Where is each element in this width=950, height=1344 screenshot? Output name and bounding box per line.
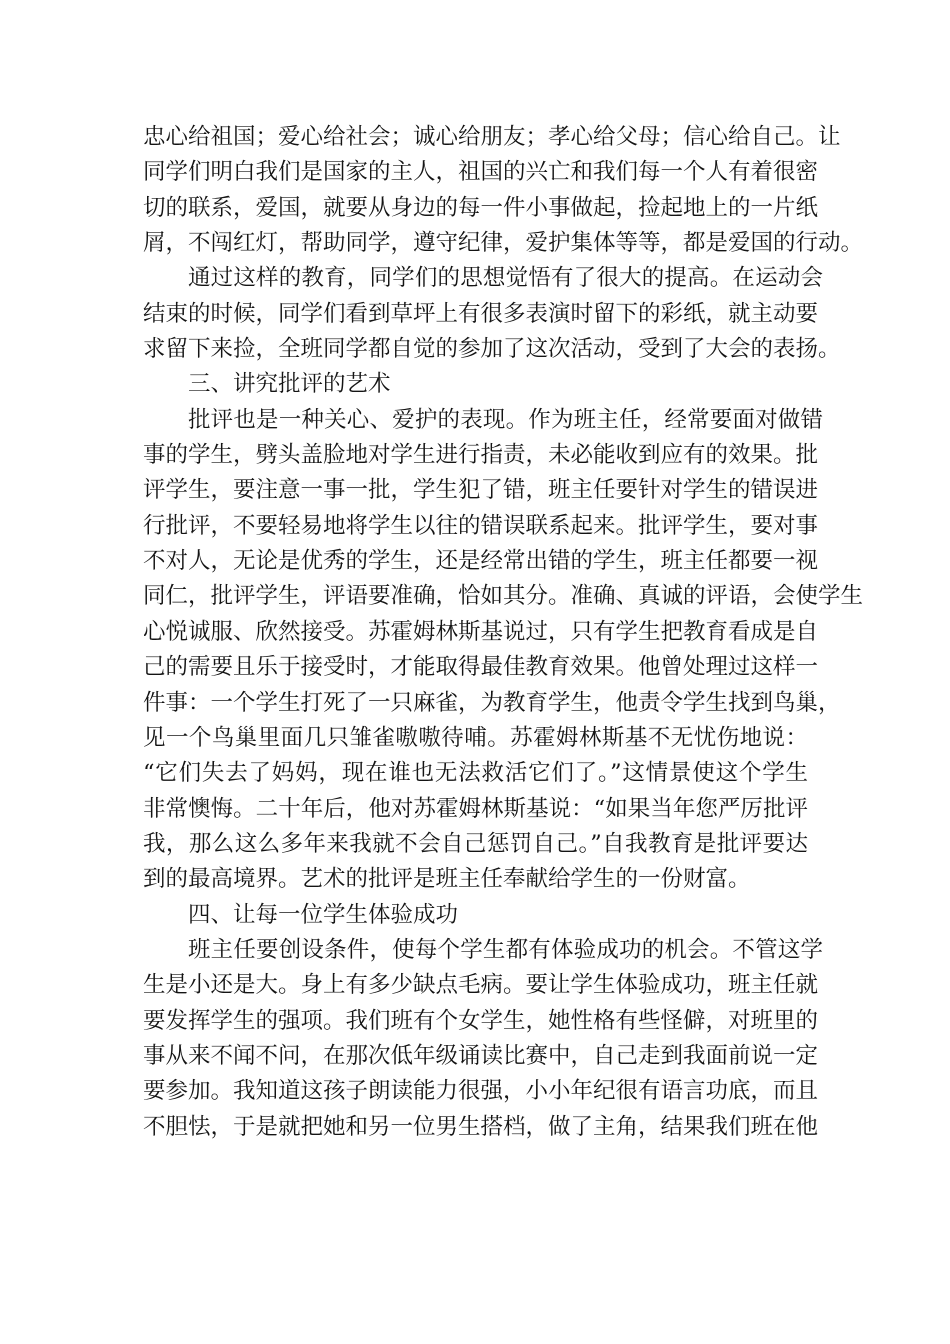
body-text	[143, 120, 864, 1145]
text-line: 不对人，无论是优秀的学生，还是经常出错的学生，班主任都要一视	[143, 548, 819, 575]
text-line: 非常懊悔。二十年后，他对苏霍姆林斯基说：“如果当年您严厉批评	[143, 795, 808, 822]
text-line: 结束的时候，同学们看到草坪上有很多表演时留下的彩纸，就主动要	[143, 300, 819, 327]
text-line: 事从来不闻不问，在那次低年级诵读比赛中，自己走到我面前说一定	[143, 1042, 819, 1069]
text-line: 见一个鸟巢里面几只雏雀嗷嗷待哺。苏霍姆林斯基不无忧伤地说：	[143, 724, 808, 751]
text-line: 己的需要且乐于接受时，才能取得最佳教育效果。他曾处理过这样一	[143, 654, 819, 681]
text-line: 切的联系，爱国，就要从身边的每一件小事做起，捡起地上的一片纸	[143, 194, 819, 221]
text-line: 不胆怯，于是就把她和另一位男生搭档，做了主角，结果我们班在他	[143, 1113, 819, 1140]
text-line: 我，那么这么多年来我就不会自己惩罚自己。”自我教育是批评要达	[143, 830, 808, 857]
text-line: 求留下来捡，全班同学都自觉的参加了这次活动，受到了大会的表扬。	[143, 336, 841, 363]
text-line: 屑，不闯红灯，帮助同学，遵守纪律，爱护集体等等，都是爱国的行动。	[143, 230, 864, 257]
paragraph-start-line: 通过这样的教育，同学们的思想觉悟有了很大的提高。在运动会	[188, 265, 823, 292]
text-line: 同仁，批评学生，评语要准确，恰如其分。准确、真诚的评语，会使学生	[143, 583, 864, 610]
text-line: 评学生，要注意一事一批，学生犯了错，班主任要针对学生的错误进	[143, 477, 819, 504]
section-heading: 三、讲究批评的艺术	[188, 371, 391, 398]
paragraph-start-line: 批评也是一种关心、爱护的表现。作为班主任，经常要面对做错	[188, 406, 823, 433]
paragraph-start-line: 班主任要创设条件，使每个学生都有体验成功的机会。不管这学	[188, 936, 823, 963]
text-line: 要参加。我知道这孩子朗读能力很强，小小年纪很有语言功底，而且	[143, 1078, 819, 1105]
text-line: “它们失去了妈妈，现在谁也无法救活它们了。”这情景使这个学生	[143, 760, 808, 787]
text-line: 忠心给祖国；爱心给社会；诚心给朋友；孝心给父母；信心给自己。让	[143, 124, 841, 150]
section-heading: 四、让每一位学生体验成功	[188, 901, 459, 928]
text-line: 件事：一个学生打死了一只麻雀，为教育学生，他责令学生找到鸟巢，	[143, 689, 841, 716]
text-line: 心悦诚服、欣然接受。苏霍姆林斯基说过，只有学生把教育看成是自	[143, 618, 819, 645]
text-line: 行批评，不要轻易地将学生以往的错误联系起来。批评学生，要对事	[143, 512, 819, 539]
text-line: 事的学生，劈头盖脸地对学生进行指责，未必能收到应有的效果。批	[143, 442, 819, 469]
text-line: 要发挥学生的强项。我们班有个女学生，她性格有些怪僻，对班里的	[143, 1007, 819, 1034]
text-line: 到的最高境界。艺术的批评是班主任奉献给学生的一份财富。	[143, 866, 751, 893]
text-line: 生是小还是大。身上有多少缺点毛病。要让学生体验成功，班主任就	[143, 972, 819, 999]
text-line: 同学们明白我们是国家的主人，祖国的兴亡和我们每一个人有着很密	[143, 159, 819, 186]
